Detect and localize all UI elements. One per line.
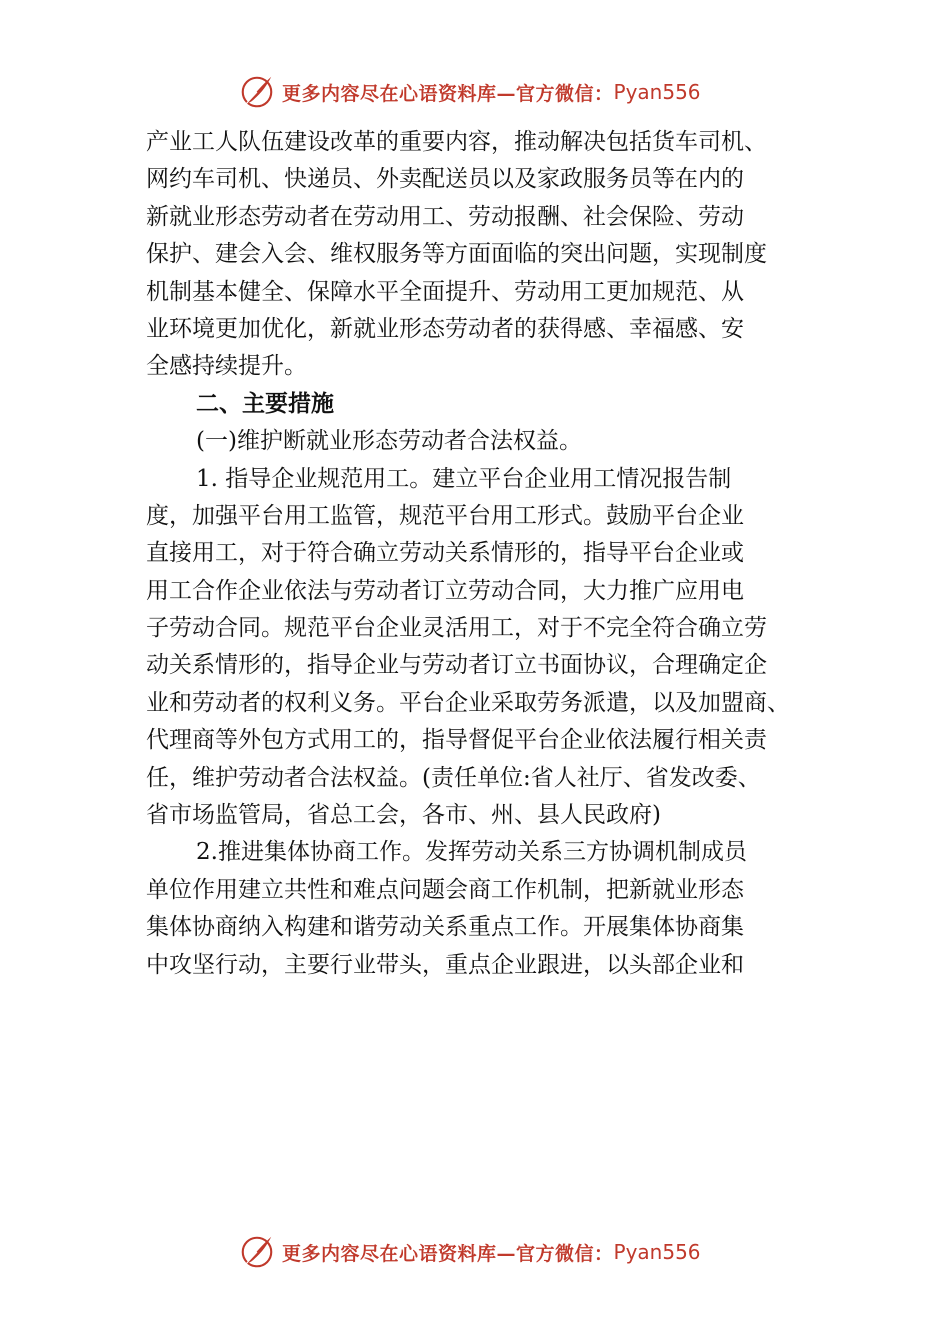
body-line: 新就业形态劳动者在劳动用工、劳动报酬、社会保险、劳动	[146, 203, 744, 230]
section-heading: 二、主要措施	[196, 390, 334, 417]
body-line: 全感持续提升。	[146, 353, 307, 380]
body-line: 单位作用建立共性和难点问题会商工作机制，把新就业形态	[146, 876, 744, 903]
body-line: 省市场监管局，省总工会，各市、州、县人民政府)	[146, 802, 661, 829]
body-line: 用工合作企业依法与劳动者订立劳动合同，大力推广应用电	[146, 577, 744, 604]
body-line: 中攻坚行动，主要行业带头，重点企业跟进，以头部企业和	[146, 951, 744, 978]
body-line: 集体协商纳入构建和谐劳动关系重点工作。开展集体协商集	[146, 914, 744, 941]
watermark-text: 更多内容尽在心语资料库—官方微信：	[282, 82, 614, 105]
paragraph-first-line: 2.推进集体协商工作。发挥劳动关系三方协调机制成员	[196, 839, 747, 866]
body-line: 直接用工，对于符合确立劳动关系情形的，指导平台企业或	[146, 540, 744, 567]
quill-pen-logo-icon	[238, 1233, 276, 1271]
body-line: 业环境更加优化，新就业形态劳动者的获得感、幸福感、安	[146, 315, 744, 342]
subsection-heading: (一)维护断就业形态劳动者合法权益。	[196, 428, 582, 455]
quill-pen-logo-icon	[238, 73, 276, 111]
watermark-text: 更多内容尽在心语资料库—官方微信：	[282, 1242, 614, 1265]
body-line: 度，加强平台用工监管，规范平台用工形式。鼓励平台企业	[146, 502, 744, 529]
body-line: 子劳动合同。规范平台企业灵活用工，对于不完全符合确立劳	[146, 615, 767, 642]
body-line: 任，维护劳动者合法权益。(责任单位:省人社厅、省发改委、	[146, 764, 761, 791]
body-line: 保护、建会入会、维权服务等方面面临的突出问题，实现制度	[146, 241, 767, 268]
watermark-wechat-id: Pyan556	[613, 1240, 701, 1264]
paragraph-first-line: 1. 指导企业规范用工。建立平台企业用工情况报告制	[196, 465, 732, 492]
body-line: 网约车司机、快递员、外卖配送员以及家政服务员等在内的	[146, 166, 744, 193]
watermark-wechat-id: Pyan556	[613, 80, 701, 104]
footer-watermark	[238, 1232, 701, 1272]
body-line: 产业工人队伍建设改革的重要内容，推动解决包括货车司机、	[146, 129, 767, 155]
body-line: 业和劳动者的权利义务。平台企业采取劳务派遣，以及加盟商、	[146, 689, 790, 716]
document-body	[146, 124, 836, 984]
body-line: 动关系情形的，指导企业与劳动者订立书面协议，合理确定企	[146, 652, 767, 679]
body-line: 机制基本健全、保障水平全面提升、劳动用工更加规范、从	[146, 278, 744, 305]
header-watermark	[238, 72, 701, 112]
body-line: 代理商等外包方式用工的，指导督促平台企业依法履行相关责	[146, 727, 767, 754]
